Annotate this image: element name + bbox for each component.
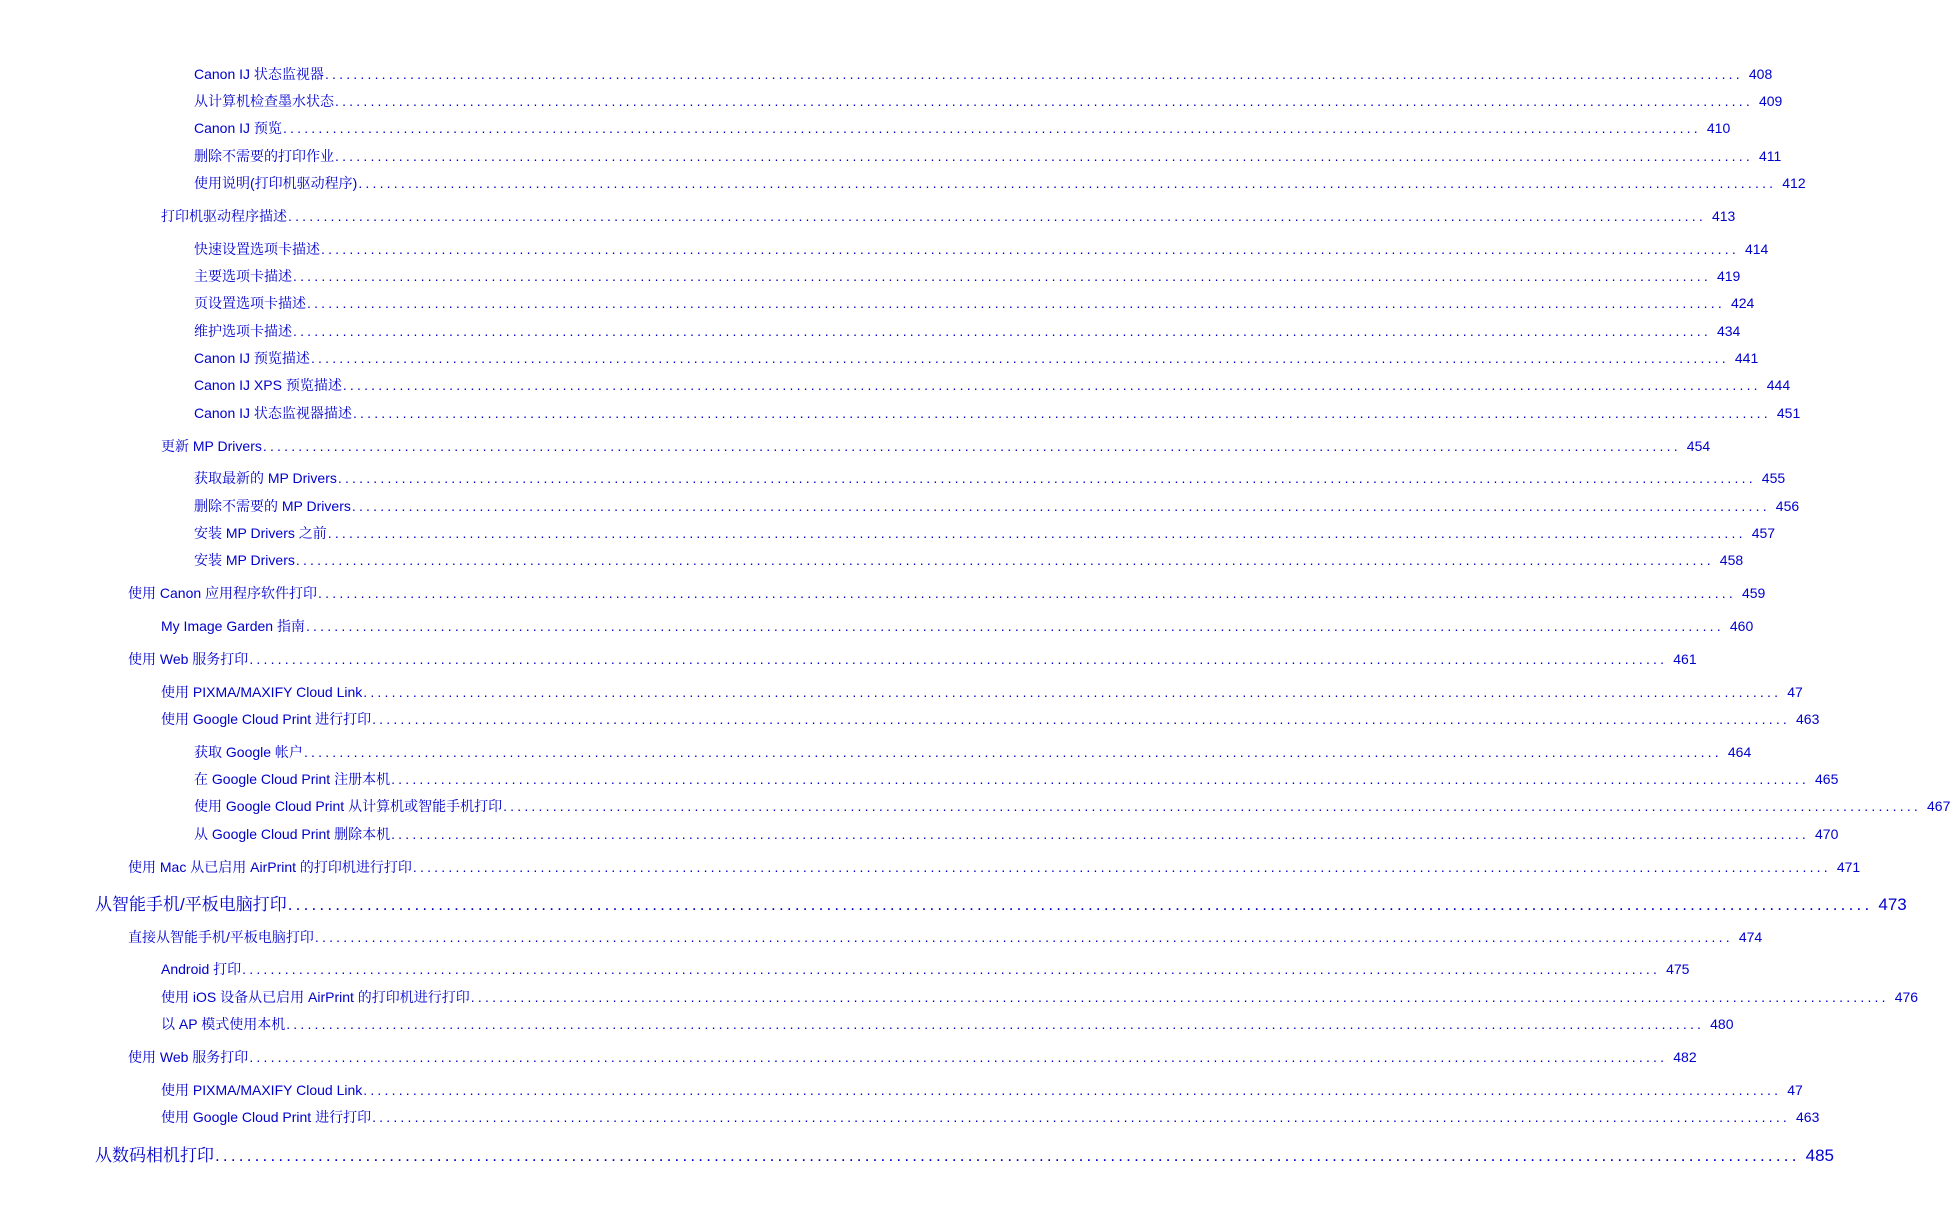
- toc-leader-dots: ........................................................................................................................................................................................................: [249, 651, 1668, 667]
- toc-page-number: 451: [1776, 405, 1801, 421]
- toc-leader-dots: ........................................................................................................................................................................................................: [470, 989, 1889, 1005]
- toc-page-number: 471: [1836, 859, 1861, 875]
- toc-entry-label: 删除不需要的打印作业: [194, 148, 334, 164]
- toc-leader-dots: ........................................................................................................................................................................................................: [363, 1082, 1782, 1098]
- toc-entry[interactable]: [194, 146, 1782, 166]
- toc-leader-dots: ........................................................................................................................................................................................................: [324, 66, 1743, 82]
- toc-leader-dots: ........................................................................................................................................................................................................: [363, 684, 1782, 700]
- toc-page-number: 463: [1796, 711, 1820, 727]
- toc-leader-dots: ........................................................................................................................................................................................................: [391, 826, 1810, 842]
- toc-entry[interactable]: [194, 239, 1769, 259]
- toc-page-number: 463: [1796, 1109, 1820, 1125]
- toc-entry-label: 使用 PIXMA/MAXIFY Cloud Link: [161, 684, 363, 700]
- toc-leader-dots: ........................................................................................................................................................................................................: [288, 208, 1706, 224]
- toc-leader-dots: ........................................................................................................................................................................................................: [372, 1109, 1791, 1125]
- toc-leader-dots: ........................................................................................................................................................................................................: [503, 798, 1922, 814]
- toc-entry[interactable]: [194, 348, 1759, 368]
- toc-entry[interactable]: [161, 709, 1820, 729]
- toc-page-number: 458: [1719, 552, 1744, 568]
- toc-entry[interactable]: [194, 496, 1800, 516]
- toc-entry-label: 在 Google Cloud Print 注册本机: [194, 771, 391, 787]
- toc-entry[interactable]: [128, 649, 1697, 669]
- toc-page-number: 461: [1673, 651, 1697, 667]
- toc-page-number: 434: [1716, 323, 1741, 339]
- toc-leader-dots: ........................................................................................................................................................................................................: [215, 1146, 1800, 1165]
- toc-entry-label: 删除不需要的 MP Drivers: [194, 498, 351, 514]
- toc-entry-label: 使用 Web 服务打印: [128, 1049, 249, 1065]
- toc-entry[interactable]: [194, 550, 1744, 570]
- toc-leader-dots: ........................................................................................................................................................................................................: [307, 295, 1725, 311]
- toc-entry-label: 主要选项卡描述: [194, 268, 292, 284]
- toc-page-number: 409: [1758, 93, 1783, 109]
- toc-page-number: 465: [1815, 771, 1839, 787]
- toc-page-number: 411: [1758, 148, 1782, 164]
- toc-entry[interactable]: [194, 91, 1783, 111]
- toc-leader-dots: ........................................................................................................................................................................................................: [286, 1016, 1705, 1032]
- toc-leader-dots: ........................................................................................................................................................................................................: [335, 93, 1753, 109]
- toc-entry[interactable]: [128, 1047, 1697, 1067]
- toc-leader-dots: ........................................................................................................................................................................................................: [337, 470, 1756, 486]
- toc-page-number: 473: [1878, 895, 1907, 914]
- toc-entry[interactable]: [194, 769, 1839, 789]
- toc-leader-dots: ........................................................................................................................................................................................................: [293, 268, 1711, 284]
- toc-page-number: 455: [1761, 470, 1786, 486]
- toc-leader-dots: ........................................................................................................................................................................................................: [262, 438, 1681, 454]
- toc-page-number: 459: [1741, 585, 1766, 601]
- toc-page-number: 414: [1744, 241, 1769, 257]
- toc-entry[interactable]: [194, 118, 1731, 138]
- toc-entry-label: 从计算机检查墨水状态: [194, 93, 334, 109]
- toc-page-number: 456: [1775, 498, 1800, 514]
- toc-entry[interactable]: [194, 523, 1776, 543]
- toc-entry-label: 使用 Canon 应用程序软件打印: [128, 585, 318, 601]
- toc-entry-label: Canon IJ 预览: [194, 120, 282, 136]
- toc-entry-label: 使用 Web 服务打印: [128, 651, 249, 667]
- toc-page-number: 419: [1716, 268, 1741, 284]
- toc-leader-dots: ........................................................................................................................................................................................................: [352, 405, 1771, 421]
- toc-entry[interactable]: [95, 1141, 1835, 1166]
- toc-page-number: 464: [1727, 744, 1752, 760]
- toc-page-number: 480: [1710, 1016, 1734, 1032]
- toc-entry[interactable]: [95, 890, 1907, 915]
- toc-entry[interactable]: [194, 64, 1773, 84]
- toc-leader-dots: ........................................................................................................................................................................................................: [314, 929, 1733, 945]
- toc-entry[interactable]: [128, 927, 1763, 947]
- toc-entry-label: 使用 Mac 从已启用 AirPrint 的打印机进行打印: [128, 859, 412, 875]
- toc-entry-label: 快速设置选项卡描述: [194, 241, 320, 257]
- toc-entry[interactable]: [194, 293, 1755, 313]
- toc-page-number: 408: [1748, 66, 1773, 82]
- toc-entry-label: 获取最新的 MP Drivers: [194, 470, 337, 486]
- toc-page-number: 460: [1729, 618, 1754, 634]
- toc-entry[interactable]: [194, 173, 1806, 193]
- toc-leader-dots: ........................................................................................................................................................................................................: [242, 961, 1661, 977]
- toc-page-number: 413: [1711, 208, 1736, 224]
- toc-entry-label: Canon IJ XPS 预览描述: [194, 377, 342, 393]
- toc-entry-label: 从智能手机/平板电脑打印: [95, 895, 287, 914]
- toc-page-number: 476: [1894, 989, 1919, 1005]
- toc-entry[interactable]: [194, 468, 1786, 488]
- toc-leader-dots: ........................................................................................................................................................................................................: [358, 175, 1777, 191]
- toc-entry-label: 使用 PIXMA/MAXIFY Cloud Link: [161, 1082, 363, 1098]
- toc-leader-dots: ........................................................................................................................................................................................................: [335, 148, 1753, 164]
- toc-entry[interactable]: [128, 583, 1766, 603]
- toc-entry-label: Canon IJ 状态监视器描述: [194, 405, 352, 421]
- toc-entry[interactable]: [194, 742, 1752, 762]
- toc-entry-label: 打印机驱动程序描述: [161, 208, 287, 224]
- toc-entry[interactable]: [128, 857, 1861, 877]
- toc-leader-dots: ........................................................................................................................................................................................................: [342, 377, 1761, 393]
- toc-leader-dots: ........................................................................................................................................................................................................: [372, 711, 1791, 727]
- toc-entry-label: 从 Google Cloud Print 删除本机: [194, 826, 391, 842]
- toc-entry-label: 安装 MP Drivers 之前: [194, 525, 327, 541]
- toc-entry-label: 安装 MP Drivers: [194, 552, 295, 568]
- toc-entry-label: My Image Garden 指南: [161, 618, 305, 634]
- toc-entry[interactable]: [194, 796, 1950, 816]
- toc-entry-label: Canon IJ 状态监视器: [194, 66, 324, 82]
- toc-leader-dots: ........................................................................................................................................................................................................: [287, 895, 1873, 914]
- toc-entry-label: Canon IJ 预览描述: [194, 350, 310, 366]
- toc-entry[interactable]: [161, 1107, 1820, 1127]
- toc-leader-dots: ........................................................................................................................................................................................................: [282, 120, 1701, 136]
- toc-leader-dots: ........................................................................................................................................................................................................: [318, 585, 1736, 601]
- toc-page-number: 470: [1815, 826, 1839, 842]
- toc-leader-dots: ........................................................................................................................................................................................................: [321, 241, 1739, 257]
- toc-entry[interactable]: [194, 403, 1801, 423]
- toc-page-number: 454: [1686, 438, 1711, 454]
- toc-entry-label: 使用 Google Cloud Print 从计算机或智能手机打印: [194, 798, 503, 814]
- toc-entry-label: 直接从智能手机/平板电脑打印: [128, 929, 314, 945]
- toc-entry-label: 使用 Google Cloud Print 进行打印: [161, 711, 372, 727]
- toc-entry-label: 页设置选项卡描述: [194, 295, 306, 311]
- toc-leader-dots: ........................................................................................................................................................................................................: [327, 525, 1746, 541]
- toc-entry-label: 更新 MP Drivers: [161, 438, 262, 454]
- toc-entry-label: 使用 Google Cloud Print 进行打印: [161, 1109, 372, 1125]
- toc-leader-dots: ........................................................................................................................................................................................................: [249, 1049, 1668, 1065]
- toc-page-number: 424: [1730, 295, 1755, 311]
- toc-leader-dots: ........................................................................................................................................................................................................: [293, 323, 1711, 339]
- toc-page-number: 485: [1805, 1146, 1835, 1165]
- toc-entry[interactable]: [161, 959, 1690, 979]
- toc-page-number: 467: [1927, 798, 1950, 814]
- toc-leader-dots: ........................................................................................................................................................................................................: [303, 744, 1722, 760]
- toc-entry-label: 以 AP 模式使用本机: [161, 1016, 286, 1032]
- toc-leader-dots: ........................................................................................................................................................................................................: [391, 771, 1810, 787]
- toc-leader-dots: ........................................................................................................................................................................................................: [310, 350, 1729, 366]
- toc-page-number: 482: [1673, 1049, 1697, 1065]
- toc-entry-label: 从数码相机打印: [95, 1146, 214, 1165]
- toc-page-number: 475: [1666, 961, 1690, 977]
- toc-entry[interactable]: [161, 206, 1736, 226]
- toc-page-number: 412: [1782, 175, 1806, 191]
- toc-entry[interactable]: [161, 682, 1803, 702]
- toc-page-number: 457: [1751, 525, 1776, 541]
- toc-leader-dots: ........................................................................................................................................................................................................: [305, 618, 1724, 634]
- toc-page-number: 444: [1766, 377, 1791, 393]
- toc-page-number: 47: [1787, 1082, 1803, 1098]
- toc-entry[interactable]: [161, 987, 1919, 1007]
- toc-entry[interactable]: [194, 266, 1741, 286]
- toc-entry-label: 维护选项卡描述: [194, 323, 292, 339]
- toc-entry-label: 使用说明(打印机驱动程序): [194, 175, 358, 191]
- toc-entry[interactable]: [161, 1014, 1734, 1034]
- toc-entry[interactable]: [161, 1080, 1803, 1100]
- toc-page-number: 47: [1787, 684, 1803, 700]
- toc-entry[interactable]: [161, 436, 1711, 456]
- toc-page-number: 474: [1738, 929, 1763, 945]
- toc-page-number: 410: [1706, 120, 1731, 136]
- toc-entry[interactable]: [194, 375, 1791, 395]
- toc-entry[interactable]: [161, 616, 1754, 636]
- toc-leader-dots: ........................................................................................................................................................................................................: [295, 552, 1714, 568]
- toc-page-number: 441: [1734, 350, 1759, 366]
- toc-entry-label: Android 打印: [161, 961, 242, 977]
- toc-leader-dots: ........................................................................................................................................................................................................: [412, 859, 1831, 875]
- toc-entry[interactable]: [194, 321, 1741, 341]
- toc-leader-dots: ........................................................................................................................................................................................................: [351, 498, 1770, 514]
- toc-entry-label: 使用 iOS 设备从已启用 AirPrint 的打印机进行打印: [161, 989, 470, 1005]
- toc-entry-label: 获取 Google 帐户: [194, 744, 303, 760]
- toc-entry[interactable]: [194, 824, 1839, 844]
